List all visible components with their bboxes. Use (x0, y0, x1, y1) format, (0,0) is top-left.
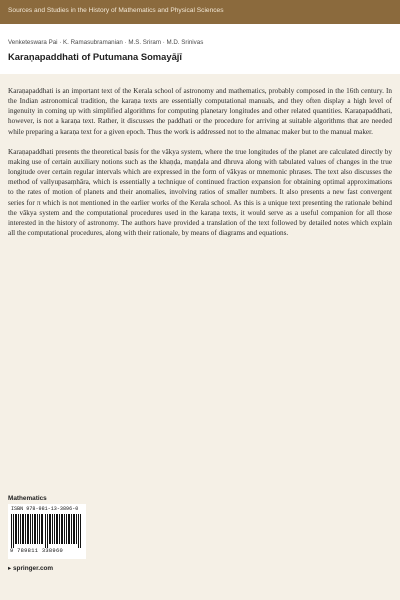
barcode-digits: 9 789811 338960 (10, 548, 64, 554)
header-band (0, 0, 400, 74)
series-stripe (0, 0, 400, 24)
series-title: Sources and Studies in the History of Mathematics and Physical Sciences (8, 7, 224, 14)
blurb-paragraph-1: Karaṇapaddhati is an important text of the Kerala school of astronomy and mathematics, probably composed in the 16th century. In the Indian astronomical tradition, the karaṇa texts are essentially computational manuals, and they often display a high level of ingenuity in coming up with simplified algorithms for computing planetary longitudes and other related quantities. Karaṇapaddhati, however, is not a karaṇa text. Rather, it discusses the paddhati or the procedure for arriving at suitable algorithms that are needed while preparing a karaṇa text for a given epoch. Thus the work is addressed not to the almanac maker but to the manual maker. (8, 87, 392, 136)
blurb-paragraph-2: Karaṇapaddhati presents the theoretical basis for the vākya system, where the true longitudes of the planet are calculated directly by making use of certain auxiliary notions such as the khaṇḍa, maṇḍala and dhruva along with tabulated values of changes in the true longitude over certain regular intervals which are expressed in the form of vākyas or mnemonic phrases. The text also discusses the method of vallyupasaṃhāra, which is essentially a technique of continued fraction expansion for obtaining optimal approximations to the rates of motion of planets and their anomalies, involving ratios of smaller numbers. It also presents a new fast convergent series for π which is not mentioned in the earlier works of the Kerala school. As this is a unique text presenting the rationale behind the vākya system and the computational procedures used in the karaṇa texts, it would serve as a useful companion for all those interested in the history of astronomy. The authors have provided a translation of the text followed by detailed notes which explain all the computational procedures, along with their rationale, by means of diagrams and equations. (8, 147, 392, 238)
barcode-icon (11, 514, 83, 548)
blurb (8, 86, 392, 248)
subject-label: Mathematics (8, 495, 47, 502)
book-title: Karaṇapaddhati of Putumana Somayājī (8, 51, 182, 62)
author-list: Venketeswara Pai · K. Ramasubramanian · M.S. Sriram · M.D. Srinivas (8, 39, 204, 46)
isbn-barcode-box (8, 504, 86, 559)
isbn-text: ISBN 978-981-13-3896-0 (11, 506, 79, 512)
publisher-link[interactable]: ▸ springer.com (8, 565, 54, 572)
